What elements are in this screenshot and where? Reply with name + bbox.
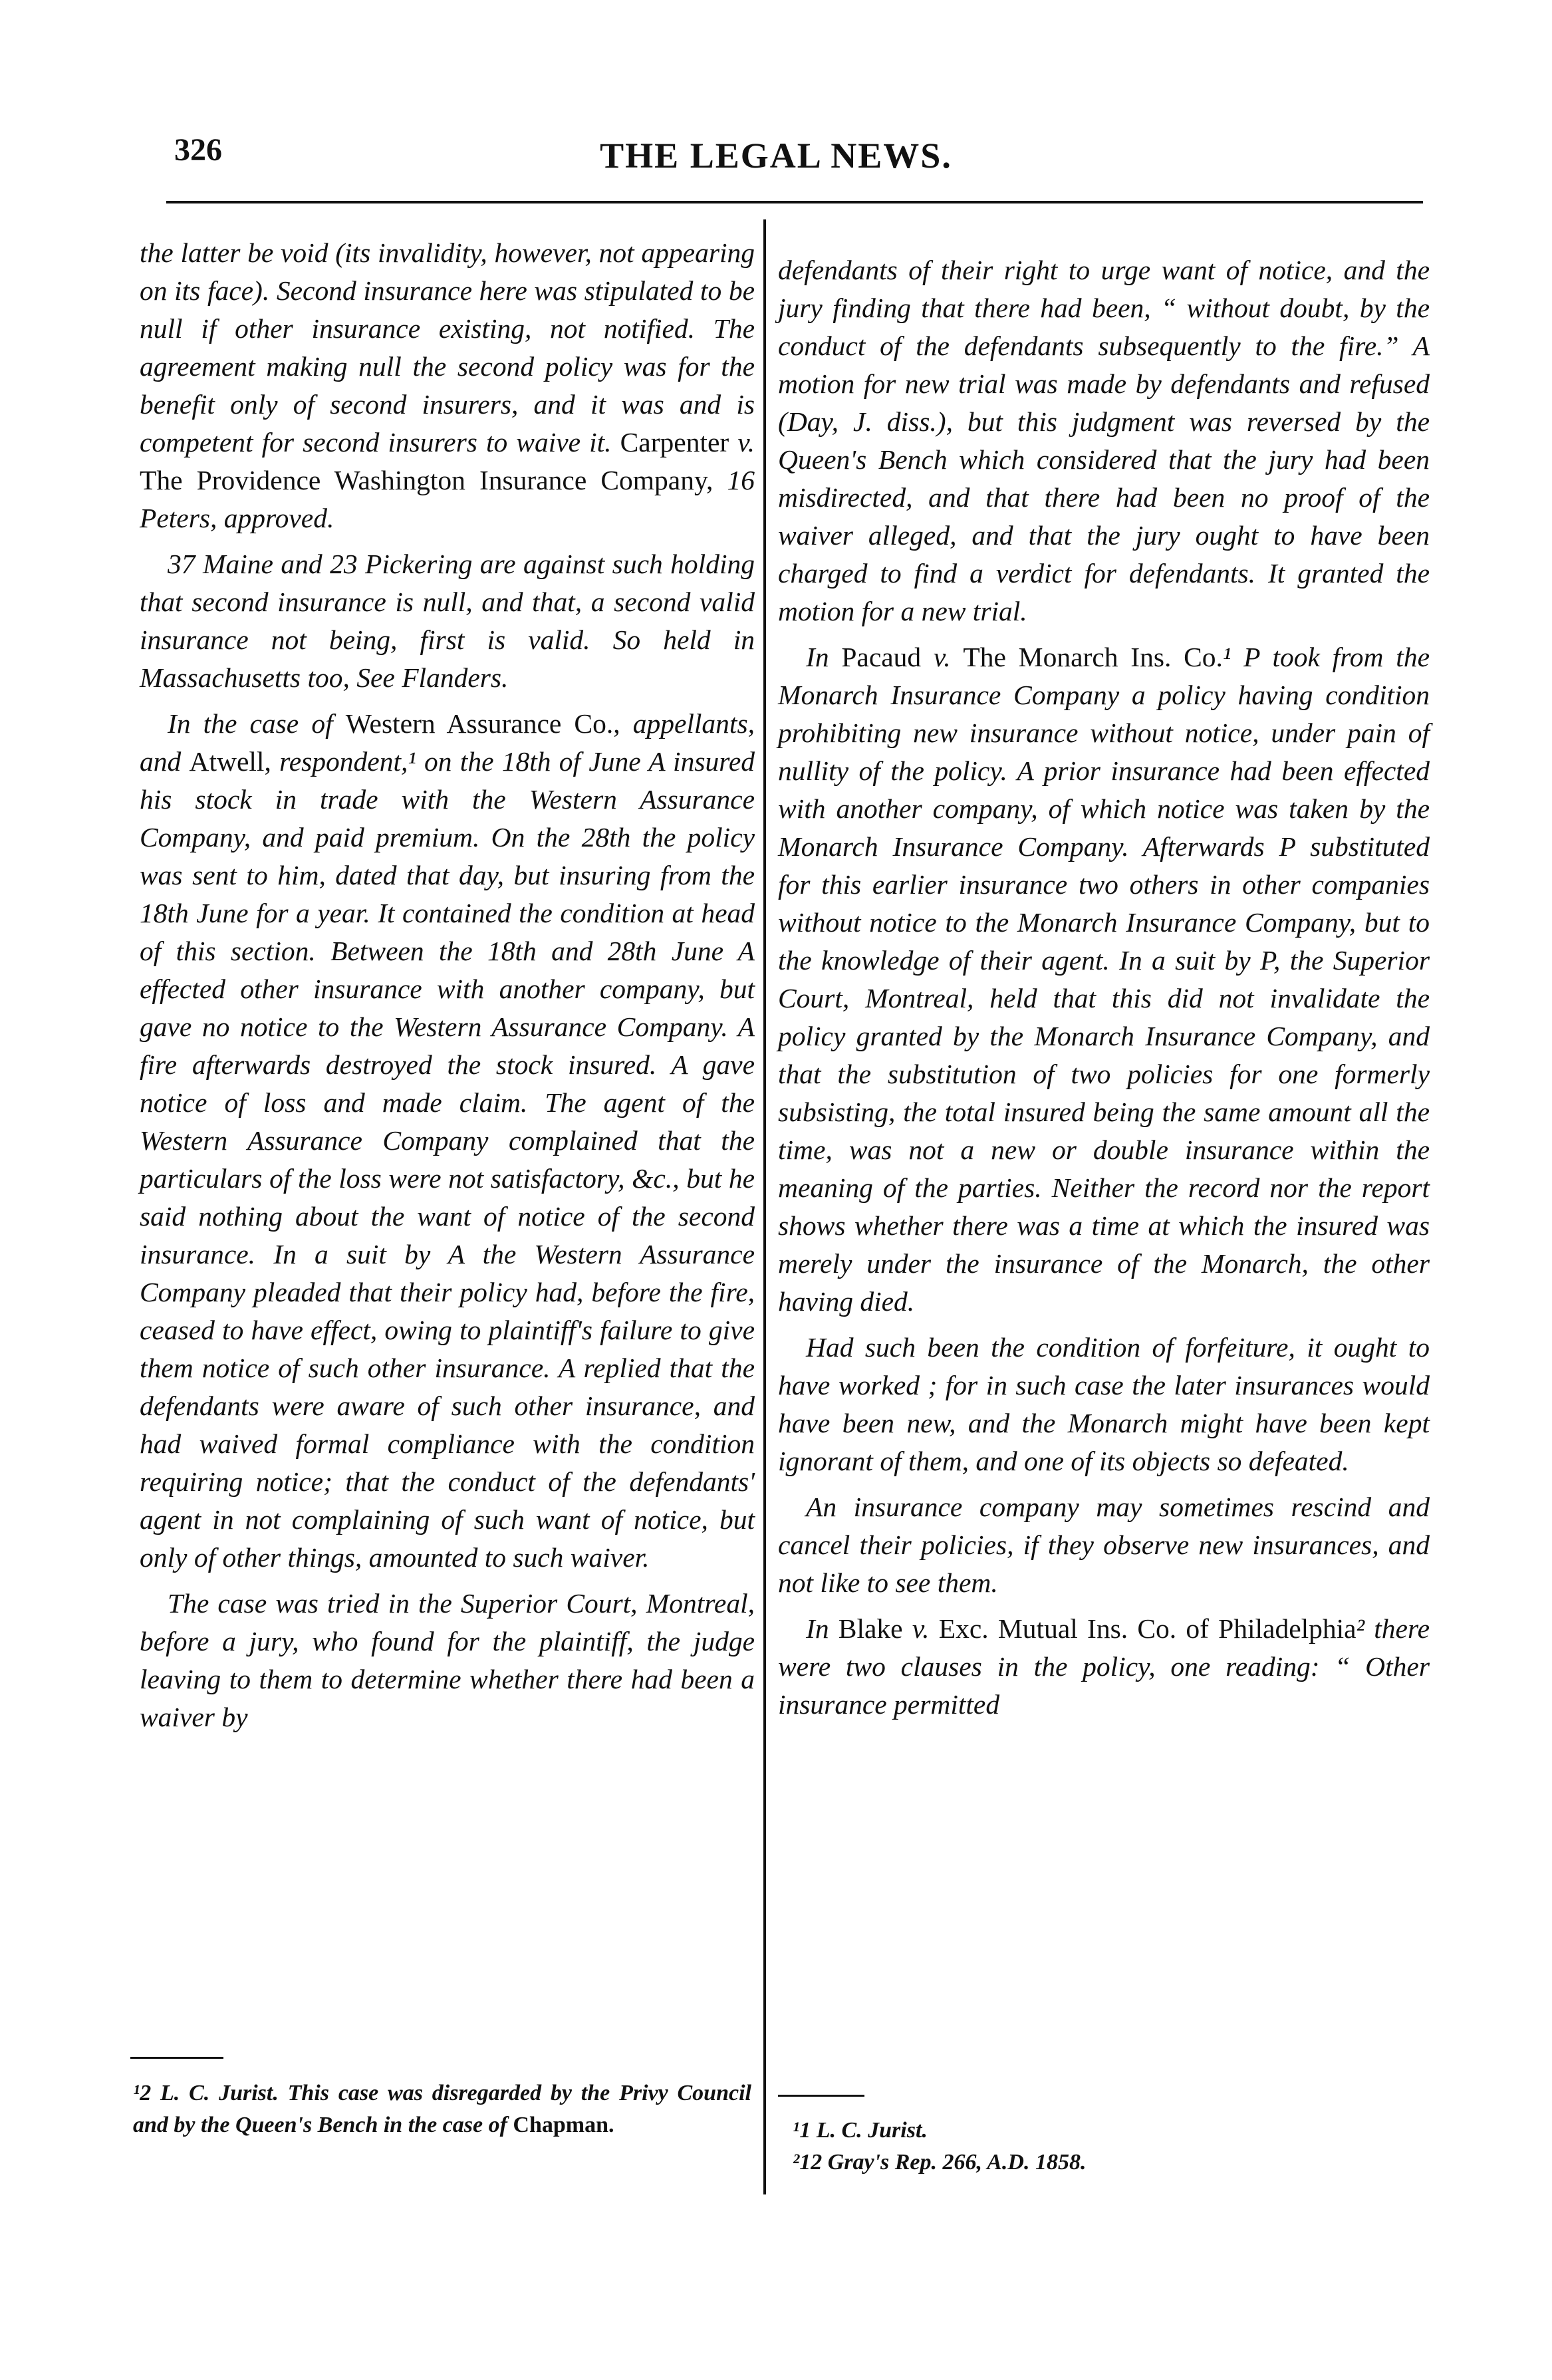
paragraph [140, 1585, 755, 1736]
column-divider [763, 219, 766, 2194]
italic-text: v. [921, 642, 964, 672]
footnote [133, 2077, 751, 2141]
text-run: Chapman. [513, 2113, 614, 2137]
italic-text: the latter be void (its invalidity, however, not appearing on its face). Second insurance here was stipulated to be null if other insurance existing, not notified. The agreement making null the second policy was for the benefit only of second insurers, and it was and is competent for second insurers to waive it. [140, 237, 755, 458]
italic-text: 16 Peters, approved. [140, 465, 755, 533]
italic-text: The case was tried in the Superior Court, Montreal, before a jury, who found for the plaintiff, the judge leaving to them to determine whether there had been a waiver by [140, 1588, 755, 1732]
text-run: Exc. Mutual Ins. Co. of Philadelphia [938, 1613, 1357, 1644]
footnote [793, 2147, 1431, 2179]
text-run: Pacaud [841, 642, 922, 672]
text-run: Blake [838, 1613, 903, 1644]
italic-text: In [806, 642, 842, 672]
italic-text: v. [729, 427, 755, 458]
left-column [140, 234, 755, 1744]
footnotes-left [133, 2077, 751, 2141]
italic-text: v. [902, 1613, 939, 1644]
right-column [778, 251, 1430, 1732]
italic-text: defendants of their right to urge want of notice, and the jury finding that there had been, “ without doubt, by the conduct of the defendants subsequently to the fire.” A motion for new trial was made by defendants and refused (Day, J. diss.), but this judgment was reversed by the Queen's Bench which considered that the jury had been misdirected, and that there had been no proof of the waiver alleged, and that the jury ought to have been charged to find a verdict for defendants. It granted the motion for a new trial. [778, 255, 1430, 626]
footnote-rule-right [778, 2095, 864, 2097]
paragraph [778, 1488, 1430, 1602]
footnotes-right [793, 2115, 1431, 2179]
paragraph [140, 545, 755, 697]
italic-text: appellants, and [140, 708, 755, 777]
text-run: Western Assurance Co., [345, 708, 620, 739]
italic-text: Had such been the condition of forfeiture, it ought to have worked ; for in such case the later insurances would have been new, and the Monarch might have been kept ignorant of them, and one of its objects so defeated. [778, 1332, 1430, 1476]
text-run: Carpenter [620, 427, 729, 458]
italic-text: ¹2 L. C. Jurist. This case was disregarded by the Privy Council and by the Queen's Bench in the case of [133, 2081, 751, 2137]
footnote-rule-left [130, 2057, 223, 2059]
italic-text: ¹1 L. C. Jurist. [793, 2118, 928, 2143]
italic-text: ² there were two clauses in the policy, one reading: “ Other insurance permitted [778, 1613, 1430, 1720]
italic-text: An insurance company may sometimes rescind and cancel their policies, if they observe new insurances, and not like to see them. [778, 1492, 1430, 1598]
paragraph [778, 251, 1430, 630]
italic-text: ²12 Gray's Rep. 266, A.D. 1858. [793, 2150, 1087, 2175]
footnote [793, 2115, 1431, 2147]
italic-text: In the case of [168, 708, 346, 739]
paragraph [778, 1610, 1430, 1724]
italic-text: ¹ P took from the Monarch Insurance Company a policy having condition prohibiting new insurance without notice, under pain of nullity of the policy. A prior insurance had been effected with another company, of which notice was taken by the Monarch Insurance Company. Afterwards P substituted for this earlier insurance two others in other companies without notice to the Monarch Insurance Company, but to the knowledge of their agent. In a suit by P, the Superior Court, Montreal, held that this did not invalidate the policy granted by the Monarch Insurance Company, and that the substitution of two policies for one formerly subsisting, the total insured being the same amount all the time, was not a new or double insurance within the meaning of the parties. Neither the record nor the report shows whether there was a time at which the insured was merely under the insurance of the Monarch, the other having died. [778, 642, 1430, 1317]
text-run: The Monarch Ins. Co. [963, 642, 1223, 672]
italic-text: In [806, 1613, 839, 1644]
italic-text: 37 Maine and 23 Pickering are against such holding that second insurance is null, and that, a second valid insurance not being, first is valid. So held in Massachusetts too, See Flanders. [140, 549, 755, 693]
text-run: Atwell, [189, 746, 271, 777]
paragraph [778, 1329, 1430, 1480]
header-rule [166, 201, 1423, 203]
text-run: The Providence Washington Insurance Company, [140, 465, 713, 495]
page-number: 326 [174, 132, 222, 168]
paragraph [140, 234, 755, 537]
italic-text: respondent,¹ on the 18th of June A insured his stock in trade with the Western Assurance Company, and paid premium. On the 28th the policy was sent to him, dated that day, but insuring from the 18th June for a year. It contained the condition at head of this section. Between the 18th and 28th June A effected other insurance with another company, but gave no notice to the Western Assurance Company. A fire afterwards destroyed the stock insured. A gave notice of loss and made claim. The agent of the Western Assurance Company complained that the particulars of the loss were not satisfactory, &c., but he said nothing about the want of notice of the second insurance. In a suit by A the Western Assurance Company pleaded that their policy had, before the fire, ceased to have effect, owing to plaintiff's failure to give them notice of such other insurance. A replied that the defendants were aware of such other insurance, and had waived formal compliance with the condition requiring notice; that the conduct of the defendants' agent in not complaining of such want of notice, but only of other things, amounted to such waiver. [140, 746, 755, 1573]
paragraph [140, 705, 755, 1577]
running-head: THE LEGAL NEWS. [600, 136, 952, 176]
paragraph [778, 638, 1430, 1321]
